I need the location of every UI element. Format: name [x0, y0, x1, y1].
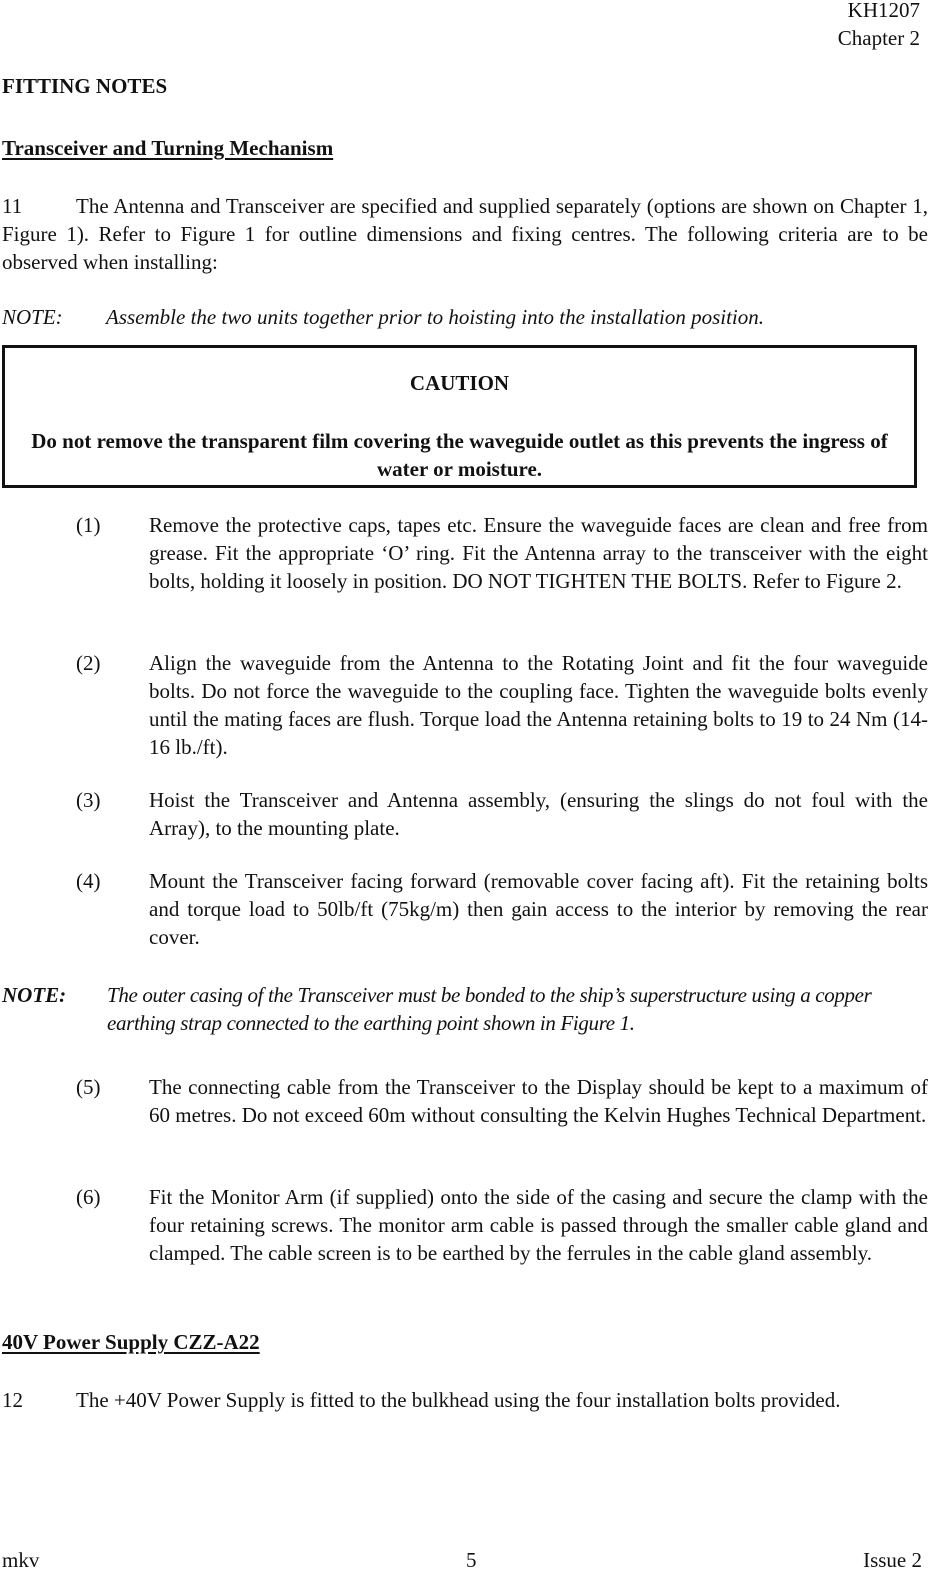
footer-author: mkv [2, 1548, 40, 1572]
paragraph-12 [2, 1386, 928, 1414]
issue-label: Issue 2 [863, 1548, 922, 1572]
list-item-step-3 [76, 786, 928, 842]
list-item-step-6 [76, 1183, 928, 1295]
subsection-title-power-supply: 40V Power Supply CZZ-A22 [2, 1330, 260, 1354]
step-text: Remove the protective caps, tapes etc. Ensure the waveguide faces are clean and free from grease. Fit the appropriate ‘O’ ring. Fit the Antenna array to the transceiver with the eight bolts, holding it loosely in position. DO NOT TIGHTEN THE BOLTS. Refer to Figure 2. [149, 513, 928, 593]
subsection-title-transceiver: Transceiver and Turning Mechanism [2, 136, 334, 160]
step-number: (5) [76, 1075, 101, 1099]
page-number: 5 [466, 1548, 477, 1572]
paragraph-text: The Antenna and Transceiver are specified and supplied separately (options are shown on Chapter 1, Figure 1). Refer to Figure 1 for outline dimensions and fixing centres. The following criteria are to be observed when installing: [2, 194, 928, 274]
step-text: Hoist the Transceiver and Antenna assembly, (ensuring the slings do not foul with the Array), to the mounting plate. [149, 788, 928, 840]
note-text: Assemble the two units together prior to hoisting into the installation position. [106, 305, 765, 329]
step-text: Fit the Monitor Arm (if supplied) onto the side of the casing and secure the clamp with the four retaining screws. The monitor arm cable is passed through the smaller cable gland and clamped. The cable screen is to be earthed by the ferrules in the cable gland assembly. [149, 1185, 928, 1265]
step-text: Mount the Transceiver facing forward (removable cover facing aft). Fit the retaining bolts and torque load to 50lb/ft (75kg/m) then gain access to the interior by removing the rear cover. [149, 869, 928, 949]
note-label: NOTE: [2, 983, 67, 1007]
page-header [838, 0, 920, 52]
note-assemble [2, 303, 928, 331]
chapter-label: Chapter 2 [837, 26, 920, 50]
caution-title: CAUTION [409, 371, 510, 395]
step-number: (6) [76, 1185, 101, 1209]
list-item-step-4 [76, 867, 928, 951]
caution-box [2, 345, 917, 488]
paragraph-number: 12 [2, 1388, 23, 1412]
document-code: KH1207 [847, 0, 920, 22]
step-text: Align the waveguide from the Antenna to the Rotating Joint and fit the four waveguide bolts. Do not force the waveguide to the coupling face. Tighten the waveguide bolts evenly until the mating faces are flush. Torque load the Antenna retaining bolts to 19 to 24 Nm (14-16 lb./ft). [149, 651, 928, 759]
note-earthing [2, 981, 924, 1037]
list-item-step-2 [76, 649, 928, 761]
note-label: NOTE: [2, 305, 63, 329]
paragraph-number: 11 [2, 194, 23, 218]
note-text: The outer casing of the Transceiver must be bonded to the ship’s superstructure using a copper earthing strap connected to the earthing point shown in Figure 1. [107, 983, 872, 1035]
list-item-step-1 [76, 511, 928, 623]
step-number: (1) [76, 513, 101, 537]
step-number: (2) [76, 651, 101, 675]
caution-text: Do not remove the transparent film covering the waveguide outlet as this prevents the ingress of water or moisture. [31, 429, 888, 481]
paragraph-text: The +40V Power Supply is fitted to the bulkhead using the four installation bolts provided. [76, 1388, 841, 1412]
section-title: FITTING NOTES [2, 74, 168, 98]
step-number: (3) [76, 788, 101, 812]
paragraph-11 [2, 192, 928, 276]
list-item-step-5 [76, 1073, 928, 1157]
step-number: (4) [76, 869, 101, 893]
step-text: The connecting cable from the Transceiver to the Display should be kept to a maximum of 60 metres. Do not exceed 60m without consulting the Kelvin Hughes Technical Department. [149, 1075, 928, 1127]
